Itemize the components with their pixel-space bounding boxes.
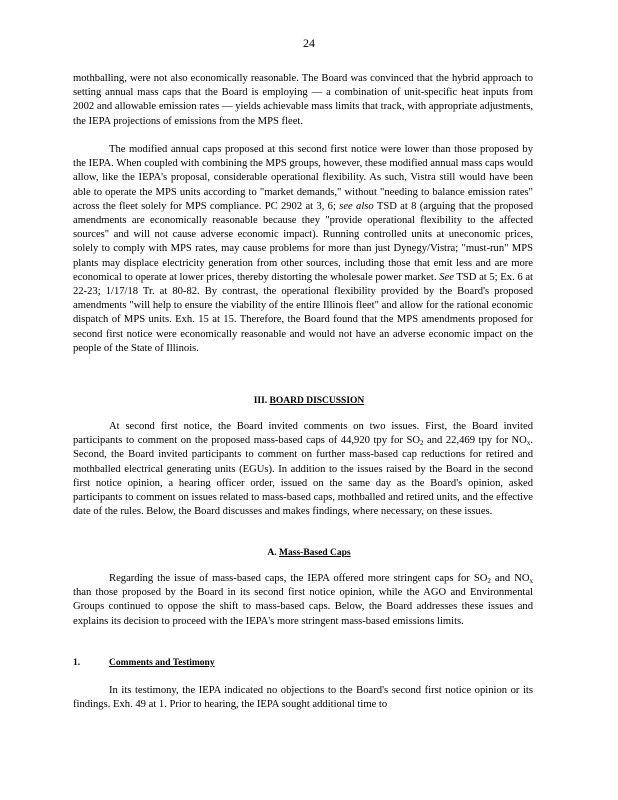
section-title: BOARD DISCUSSION <box>269 396 365 406</box>
paragraph-text: In its testimony, the IEPA indicated no objections to the Board's second first notice opinion or its findings. Exh. 49 at 1. Prior to hearing, the IEPA sought additional time to <box>73 685 533 711</box>
subscript: x <box>529 577 533 585</box>
paragraph-second-first-notice <box>73 420 533 519</box>
subsection-number: 1. <box>73 658 81 668</box>
subscript: 2 <box>420 439 424 448</box>
subscript: 2 <box>487 577 491 585</box>
page-number: 24 <box>303 36 315 50</box>
paragraph-mass-based-caps <box>73 572 533 629</box>
subsection-title: Mass-Based Caps <box>279 548 351 558</box>
section-heading <box>0 396 618 406</box>
paragraph-modified-caps <box>73 143 533 356</box>
paragraph-text: . Second, the Board invited participants to comment on further mass-based cap reductions for retired and mothballed electrical generating units (EGUs). In addition to the issues raised by the Board in the second first notice opinion, a hearing officer order, issued on the same day as the Board's opinion, asked participants to comment on issues related to mass-based caps, mothballed and retired units, and the effective date of the rules. Below, the Board discusses and makes findings, where necessary, on these issues. <box>73 435 533 518</box>
paragraph-text: and NO <box>494 573 530 584</box>
section-number: III. <box>253 396 268 406</box>
paragraph-text: than those proposed by the Board in its second first notice opinion, while the AGO and Environmental Groups continued to oppose the shift to mass-based caps. Below, the Board addresses these issues and explains its decision to proceed with the IEPA's more stringent mass-based emissions limits. <box>73 587 533 627</box>
paragraph-text: mothballing, were not also economically reasonable. The Board was convinced that the hybrid approach to setting annual mass caps that the Board is employing — a combination of unit-specific heat inputs from 2002 and allowable emission rates — yields achievable mass limits that track, with appropriate adjustments, the IEPA projections of emissions from the MPS fleet. <box>73 73 533 127</box>
paragraph-text: TSD at 8 (arguing that the proposed amendments are economically reasonable because they "provide operational flexibility to the affected sources" and will not cause adverse economic impact). Running controlled units at uneconomic prices, solely to comply with MPS rates, may cause problems for more than just Dynegy/Vistra; "must-run" MPS plants may displace electricity generation from other sources, including those that emit less and are more economical to operate at lower prices, thereby distorting the wholesale power market. <box>73 200 533 283</box>
paragraph-text: The modified annual caps proposed at this second first notice were lower than those proposed by the IEPA. When coupled with combining the MPS groups, however, these modified annual mass caps would allow, like the IEPA's proposal, considerable operational flexibility. As such, Vistra still would have been able to operate the MPS units according to "market demands," without "needing to balance emission rates" across the fleet solely for MPS compliance. PC 2902 at 3, 6; <box>73 144 533 212</box>
paragraph-continuation <box>73 72 533 129</box>
paragraph-text: At second first notice, the Board invited comments on two issues. First, the Board invited participants to comment on the proposed mass-based caps of 44,920 tpy for SO <box>73 421 533 447</box>
citation-signal-see: See <box>439 271 454 283</box>
subsection-heading-1 <box>73 658 215 668</box>
subsection-letter: A. <box>267 548 277 558</box>
subscript: x <box>526 439 531 448</box>
subsection-title: Comments and Testimony <box>109 658 215 668</box>
paragraph-comments-testimony <box>73 684 533 712</box>
paragraph-text: and 22,469 tpy for NO <box>427 435 527 447</box>
citation-signal-see-also: see also <box>339 200 374 212</box>
paragraph-text: Regarding the issue of mass-based caps, the IEPA offered more stringent caps for SO <box>109 573 488 584</box>
paragraph-text: TSD at 5; Ex. 6 at 22-23; 1/17/18 Tr. at 80-82. By contrast, the operational flexibility provided by the Board's proposed amendments "will help to ensure the viability of the entire Illinois fleet" and allow for the rational economic dispatch of MPS units. Exh. 15 at 15. Therefore, the Board found that the MPS amendments proposed for second first notice were economically reasonable and would not have an adverse economic impact on the people of the State of Illinois. <box>73 271 533 354</box>
subsection-heading-a <box>0 548 618 558</box>
